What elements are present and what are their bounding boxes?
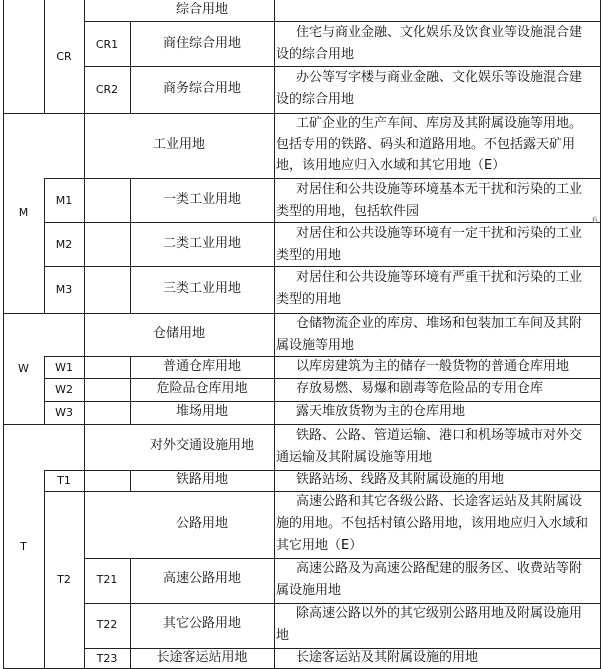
land-use-name: 二类工业用地 (162, 236, 241, 251)
sub-category-code: M3 (55, 283, 73, 296)
land-use-name: 工业用地 (152, 137, 205, 152)
land-use-description: 仓储物流企业的库房、堆场和包装加工车间及其附属设施等用地 (276, 316, 583, 353)
grid-line (44, 356, 601, 357)
land-use-description: 对居住和公共设施等环境基本无干扰和污染的工业类型的用地，包括软件园 (276, 182, 583, 219)
grid-line (3, 0, 4, 669)
sub-category-code: W2 (55, 383, 73, 396)
sub-category-code: T22 (96, 618, 118, 631)
grid-line (274, 0, 275, 669)
land-use-name: 对外交通设施用地 (149, 438, 254, 453)
sub-category-code: T23 (96, 652, 118, 665)
land-use-name: 综合用地 (175, 2, 228, 17)
sub-category-code: M2 (55, 238, 73, 251)
major-category-code: T (20, 540, 27, 553)
land-use-description: 露天堆放货物为主的仓库用地 (296, 404, 466, 419)
sub-category-code: W1 (55, 361, 73, 374)
grid-line (44, 470, 45, 669)
page-mark: 6 (592, 216, 598, 226)
sub-category-code: CR2 (95, 83, 119, 96)
land-use-description: 高速公路及为高速公路配建的服务区、收费站等附属设施用地 (276, 561, 583, 598)
land-use-name: 堆场用地 (175, 404, 228, 419)
major-category-code: M (18, 206, 29, 219)
land-use-description: 对居住和公共设施等环境有一定干扰和污染的工业类型的用地 (276, 226, 583, 263)
land-use-name: 商住综合用地 (162, 36, 241, 51)
land-use-description: 住宅与商业金融、文化娱乐及饮食业等设施混合建设的综合用地 (276, 25, 583, 62)
land-use-name: 高速公路用地 (162, 571, 241, 586)
grid-line (130, 21, 131, 113)
sub-category-code: M1 (55, 194, 73, 207)
land-use-name: 其它公路用地 (162, 616, 241, 631)
land-use-name: 仓储用地 (152, 326, 205, 341)
land-use-name: 公路用地 (175, 516, 228, 531)
sub-category-code: T2 (57, 573, 71, 586)
major-category-code: CR (56, 50, 72, 63)
land-use-name: 三类工业用地 (162, 281, 241, 296)
major-category-code: W (18, 362, 29, 375)
land-use-name: 商务综合用地 (162, 81, 241, 96)
land-use-description: 存放易燃、易爆和剧毒等危险品的专用仓库 (296, 381, 544, 396)
land-use-description: 高速公路和其它各级公路、长途客运站及其附属设施的用地。不包括村镇公路用地，该用地应归入水域和其它用地（E） (276, 494, 589, 553)
grid-line (44, 378, 601, 379)
land-use-description: 办公等写字楼与商业金融、文化娱乐等设施混合建设的综合用地 (276, 70, 583, 107)
land-use-name: 铁路用地 (175, 472, 228, 487)
sub-category-code: W3 (55, 406, 73, 419)
land-use-description: 长途客运站及其附属设施的用地 (296, 650, 479, 665)
sub-category-code: T1 (57, 474, 71, 487)
land-use-description: 对居住和公共设施等环境有严重干扰和污染的工业类型的用地 (276, 270, 583, 307)
land-use-description: 除高速公路以外的其它级别公路用地及附属设施用地 (276, 606, 583, 643)
land-use-name: 一类工业用地 (162, 192, 241, 207)
sub-category-code: CR1 (95, 38, 119, 51)
land-use-name: 危险品仓库用地 (156, 381, 248, 396)
land-use-description: 工矿企业的生产车间、库房及其附属设施等用地。包括专用的铁路、码头和道路用地。不包括露天矿用地，该用地应归入水域和其它用地（E） (276, 116, 583, 173)
sub-category-code: T21 (96, 573, 118, 586)
land-use-description: 铁路、公路、管道运输、港口和机场等城市对外交通运输及其附属设施等用地 (276, 428, 583, 465)
land-use-description: 以库房建筑为主的储存一般货物的普通仓库用地 (296, 359, 570, 374)
land-use-description: 铁路站场、线路及其附属设施的用地 (296, 472, 505, 487)
land-use-name: 普通仓库用地 (162, 359, 241, 374)
grid-line (44, 401, 601, 402)
land-use-name: 长途客运站用地 (156, 650, 248, 665)
